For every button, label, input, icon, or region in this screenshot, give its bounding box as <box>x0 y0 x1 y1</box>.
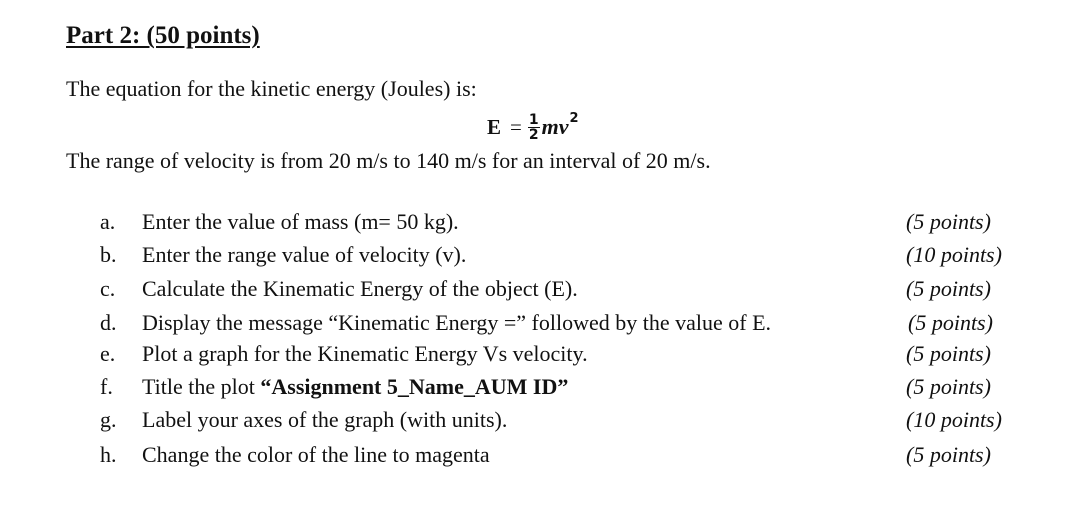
task-a <box>100 207 459 237</box>
task-text: Calculate the Kinematic Energy of the object (E). <box>142 276 578 301</box>
task-h-points: (5 points) <box>906 442 991 467</box>
task-g-points: (10 points) <box>906 407 1002 432</box>
task-letter: h. <box>100 442 117 467</box>
task-c-points: (5 points) <box>906 276 991 301</box>
task-text: Display the message “Kinematic Energy =” followed by the value of E. <box>142 310 772 335</box>
task-f <box>100 372 568 402</box>
fraction-denominator: 2 <box>528 126 539 143</box>
task-letter: d. <box>100 310 117 335</box>
task-letter: a. <box>100 209 116 234</box>
fraction-numerator: 1 <box>528 111 539 128</box>
task-text: Enter the value of mass (m= 50 kg). <box>142 209 459 234</box>
task-text: Change the color of the line to magenta <box>142 442 490 467</box>
task-f-points: (5 points) <box>906 374 991 399</box>
task-e-points: (5 points) <box>906 341 991 366</box>
task-text: Plot a graph for the Kinematic Energy Vs velocity. <box>142 341 588 366</box>
equation-fraction <box>528 113 540 142</box>
task-text: Enter the range value of velocity (v). <box>142 242 467 267</box>
task-g <box>100 405 507 435</box>
task-d <box>100 308 771 338</box>
equation-equals: = <box>510 114 522 139</box>
task-letter: g. <box>100 407 117 432</box>
task-text: Label your axes of the graph (with units). <box>142 407 508 432</box>
intro-text: The equation for the kinetic energy (Joules) is: <box>66 76 477 101</box>
task-letter: f. <box>100 374 113 399</box>
task-letter: e. <box>100 341 116 366</box>
equation-exponent: 2 <box>569 110 579 126</box>
task-e <box>100 339 588 369</box>
task-b <box>100 240 466 270</box>
task-c <box>100 274 578 304</box>
task-text-bold: “Assignment 5_Name_AUM ID” <box>260 374 569 399</box>
task-letter: b. <box>100 242 117 267</box>
kinetic-energy-equation <box>487 105 579 149</box>
task-text <box>142 374 568 399</box>
task-a-points: (5 points) <box>906 209 991 234</box>
equation-lhs: E <box>487 114 502 139</box>
task-h <box>100 440 490 470</box>
velocity-range-text: The range of velocity is from 20 m/s to 140 m/s for an interval of 20 m/s. <box>66 148 711 173</box>
equation-body: mv <box>541 114 569 139</box>
task-b-points: (10 points) <box>906 242 1002 267</box>
section-heading: Part 2: (50 points) <box>66 22 260 49</box>
task-letter: c. <box>100 276 116 301</box>
task-text-plain: Title the plot <box>142 374 261 399</box>
task-d-points: (5 points) <box>908 310 993 335</box>
